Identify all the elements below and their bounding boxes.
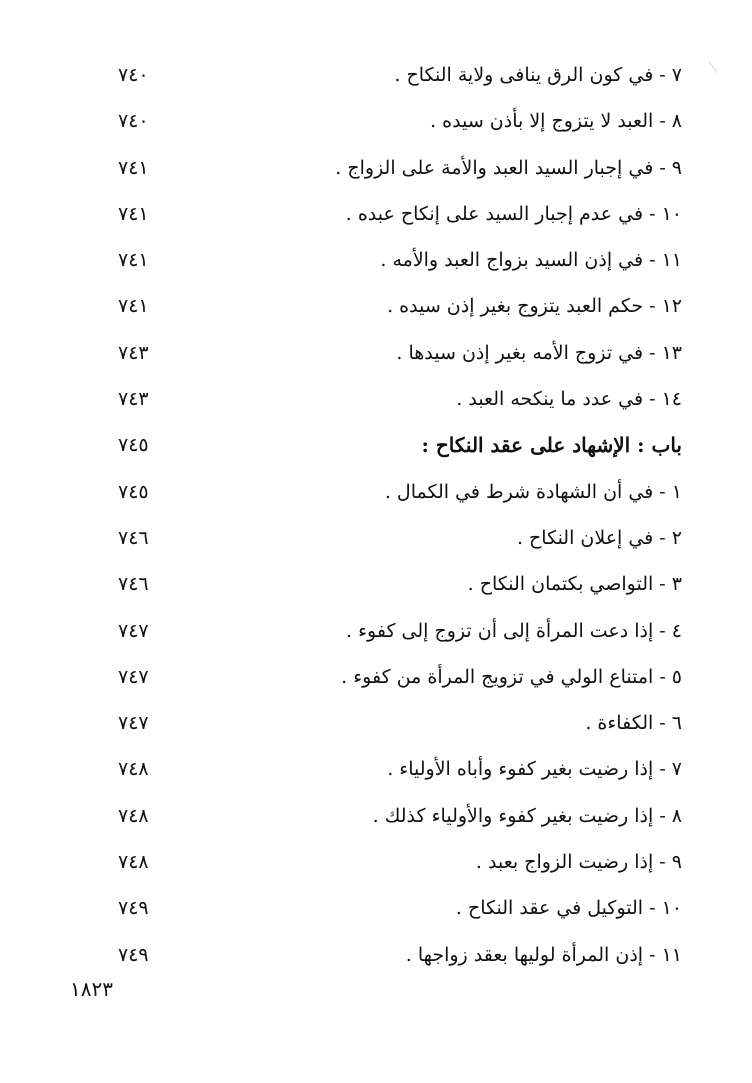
entry-title: ١٠ - التوكيل في عقد النكاح . bbox=[455, 897, 682, 920]
section-heading-title: باب : الإشهاد على عقد النكاح : bbox=[421, 433, 682, 458]
toc-entry bbox=[0, 608, 752, 654]
entry-page-number: ٧٤٦ bbox=[118, 573, 149, 596]
toc-entry bbox=[0, 746, 752, 792]
toc-entry bbox=[0, 191, 752, 237]
entry-title: ١ - في أن الشهادة شرط في الكمال . bbox=[384, 480, 682, 503]
entry-title: ٧ - في كون الرق ينافى ولاية النكاح . bbox=[394, 64, 682, 86]
entry-title: ٣ - التواصي بكتمان النكاح . bbox=[467, 573, 682, 596]
entry-title: ١٣ - في تزوج الأمه بغير إذن سيدها . bbox=[396, 341, 682, 364]
toc-entry bbox=[0, 515, 752, 561]
entry-title: ٩ - في إجبار السيد العبد والأمة على الزواج . bbox=[335, 156, 682, 179]
table-of-contents bbox=[0, 52, 752, 978]
entry-page-number: ٧٤٦ bbox=[118, 526, 149, 549]
entry-title: ٧ - إذا رضيت بغير كفوء وأباه الأولياء . bbox=[387, 758, 682, 781]
entry-page-number: ٧٤١ bbox=[118, 295, 149, 318]
page-folio-number: ١٨٢٣ bbox=[70, 977, 113, 1001]
toc-entry bbox=[0, 793, 752, 839]
entry-title: ٩ - إذا رضيت الزواج بعبد . bbox=[475, 851, 682, 874]
entry-page-number: ٧٤٣ bbox=[118, 388, 149, 411]
entry-title: ٨ - إذا رضيت بغير كفوء والأولياء كذلك . bbox=[372, 804, 682, 827]
toc-entry bbox=[0, 376, 752, 422]
toc-entry bbox=[0, 885, 752, 931]
toc-entry bbox=[0, 330, 752, 376]
entry-title: ١٢ - حكم العبد يتزوج بغير إذن سيده . bbox=[387, 295, 682, 318]
toc-entry bbox=[0, 932, 752, 978]
entry-page-number: ٧٤٨ bbox=[118, 851, 149, 874]
toc-entry bbox=[0, 700, 752, 746]
entry-title: ١١ - في إذن السيد بزواج العبد والأمه . bbox=[380, 249, 682, 272]
entry-page-number: ٧٤٩ bbox=[118, 943, 149, 966]
entry-title: ٥ - امتناع الولي في تزويج المرأة من كفوء . bbox=[341, 665, 682, 688]
entry-page-number: ٧٤٧ bbox=[118, 619, 149, 642]
toc-entry bbox=[0, 237, 752, 283]
toc-entry bbox=[0, 561, 752, 607]
entry-page-number: ٧٤٩ bbox=[118, 897, 149, 920]
entry-page-number: ٧٤٥ bbox=[118, 480, 149, 503]
entry-title: ٦ - الكفاءة . bbox=[585, 712, 682, 735]
entry-page-number: ٧٤١ bbox=[118, 249, 149, 272]
entry-page-number: ٧٤٠ bbox=[118, 64, 149, 86]
entry-title: ١١ - إذن المرأة لوليها بعقد زواجها . bbox=[405, 943, 682, 966]
entry-title: ٢ - في إعلان النكاح . bbox=[516, 526, 682, 549]
entry-page-number: ٧٤٧ bbox=[118, 712, 149, 735]
entry-title: ١٠ - في عدم إجبار السيد على إنكاح عبده . bbox=[345, 202, 682, 225]
entry-title: ٤ - إذا دعت المرأة إلى أن تزوج إلى كفوء . bbox=[346, 619, 682, 642]
entry-page-number: ٧٤٨ bbox=[118, 758, 149, 781]
toc-entry bbox=[0, 283, 752, 329]
entry-title: ٨ - العبد لا يتزوج إلا بأذن سيده . bbox=[430, 110, 682, 133]
toc-entry bbox=[0, 839, 752, 885]
toc-entry bbox=[0, 98, 752, 144]
toc-entry bbox=[0, 654, 752, 700]
entry-page-number: ٧٤٠ bbox=[118, 110, 149, 133]
entry-title: ١٤ - في عدد ما ينكحه العبد . bbox=[456, 388, 682, 411]
entry-page-number: ٧٤٣ bbox=[118, 341, 149, 364]
entry-page-number: ٧٤٥ bbox=[118, 434, 149, 457]
toc-entry bbox=[0, 145, 752, 191]
entry-page-number: ٧٤١ bbox=[118, 202, 149, 225]
entry-page-number: ٧٤٧ bbox=[118, 665, 149, 688]
toc-entry bbox=[0, 469, 752, 515]
entry-page-number: ٧٤٨ bbox=[118, 804, 149, 827]
toc-entry bbox=[0, 52, 752, 98]
entry-page-number: ٧٤١ bbox=[118, 156, 149, 179]
toc-section-heading bbox=[0, 422, 752, 468]
